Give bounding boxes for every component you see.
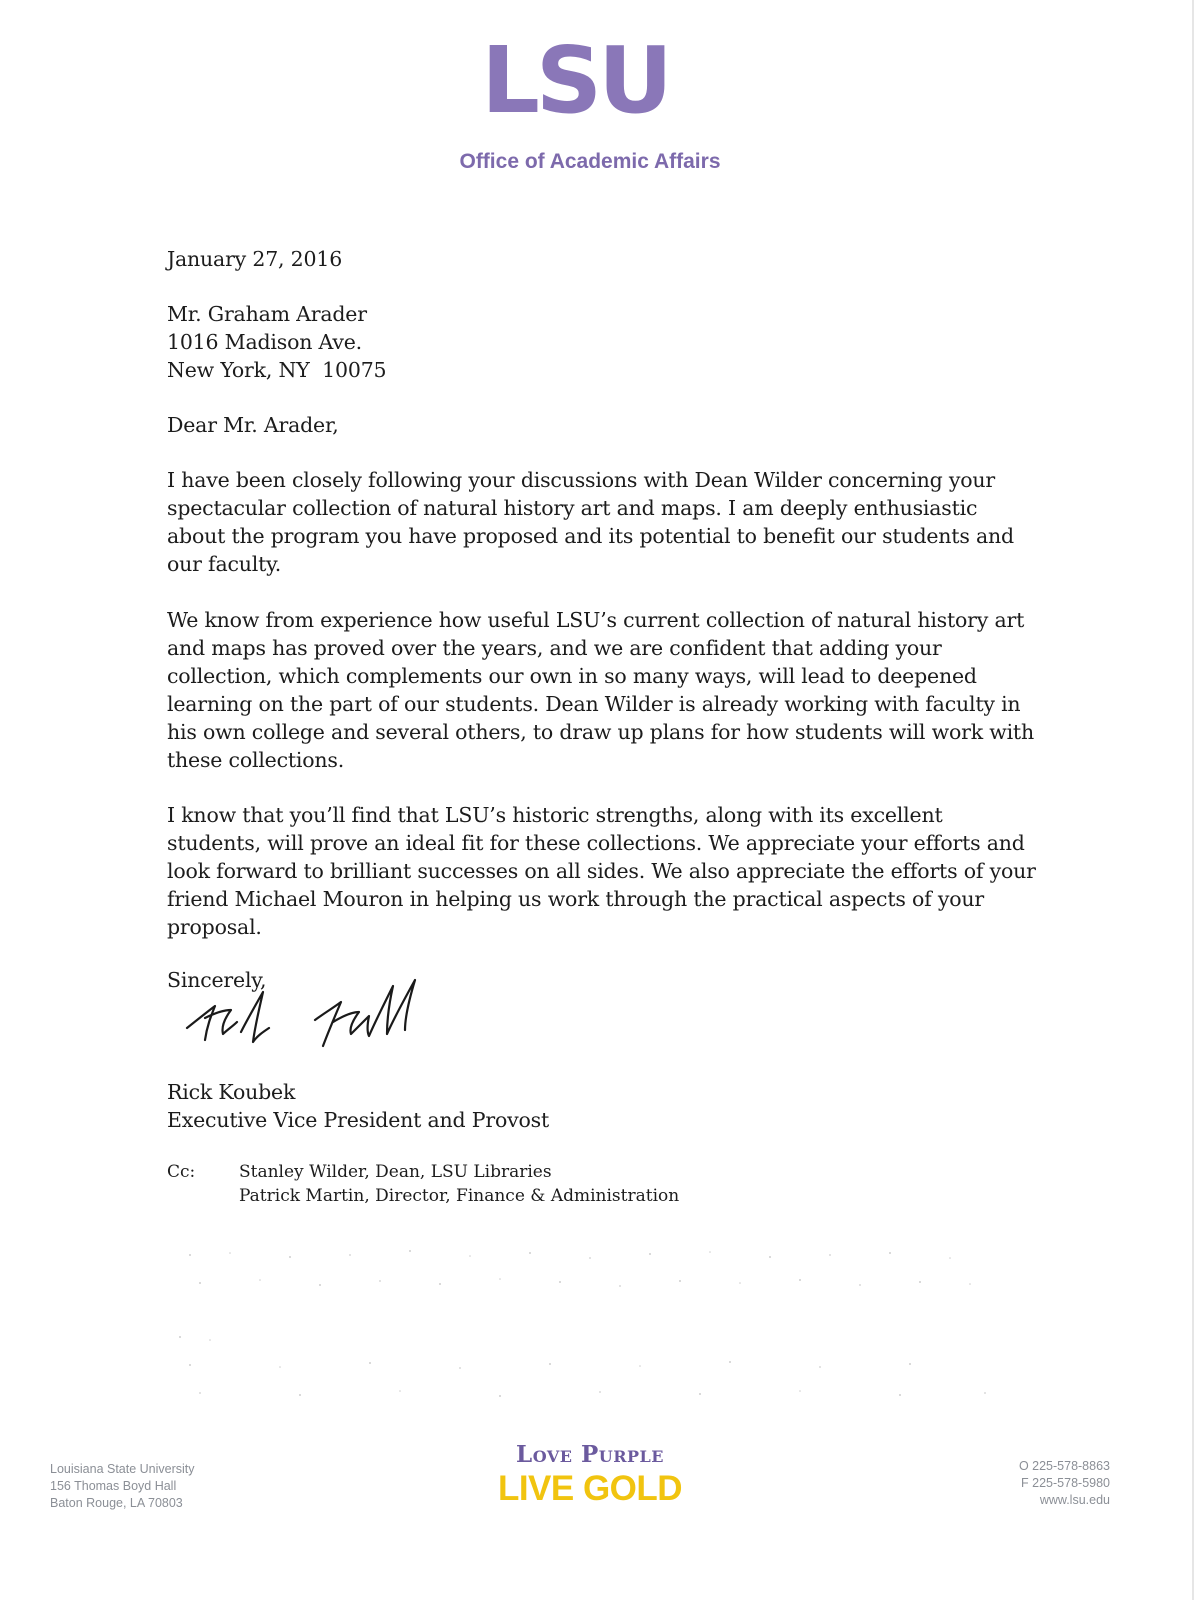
signer-block [167, 1078, 1037, 1134]
recipient-city: New York, NY 10075 [167, 358, 387, 382]
body-paragraph-3: I know that you’ll find that LSU’s historic strengths, along with its excellent students, will prove an ideal fit for these collections. We appreciate your efforts and look forward to brilliant successes on all sides. We also appreciate the efforts of your friend Michael Mouron in helping us work through the practical aspects of your proposal. [167, 803, 1036, 939]
signer-name: Rick Koubek [167, 1080, 296, 1104]
motto-love-purple: Love Purple [516, 1441, 664, 1468]
body-paragraph-2: We know from experience how useful LSU’s current collection of natural history art and maps has proved over the years, and we are confident that adding your collection, which complements our own in so many ways, will lead to deepened learning on the part of our students. Dean Wilder is already working with faculty in his own college and several others, to draw up plans for how students will work with these collections. [167, 608, 1034, 772]
letter-date: January 27, 2016 [167, 247, 343, 271]
cc-label: Cc: [167, 1162, 196, 1182]
signature-image [183, 970, 453, 1060]
body-paragraph-1: I have been closely following your discussions with Dean Wilder concerning your spectacular collection of natural history art and maps. I am deeply enthusiastic about the program you have proposed and its potential to benefit our students and our faculty. [167, 468, 1014, 576]
cc-list [239, 1160, 679, 1208]
footer-fax: F 225-578-5980 [1021, 1476, 1110, 1490]
page-edge [1192, 0, 1194, 1600]
footer-phone: O 225-578-8863 [1018, 1459, 1110, 1473]
recipient-street: 1016 Madison Ave. [167, 330, 362, 354]
motto-live-gold: LIVE GOLD [497, 1469, 683, 1508]
signer-title: Executive Vice President and Provost [167, 1108, 549, 1132]
footer-address [50, 1461, 195, 1512]
scan-noise [170, 1225, 1000, 1415]
lsu-logo: LSU [481, 27, 669, 134]
office-title: Office of Academic Affairs [459, 150, 721, 173]
recipient-address [167, 300, 1037, 384]
footer-website-link[interactable]: www.lsu.edu [1039, 1493, 1110, 1507]
footer-motto [460, 1440, 720, 1508]
closing: Sincerely, [167, 968, 267, 992]
footer-address-line: Baton Rouge, LA 70803 [50, 1496, 183, 1510]
footer-address-line: Louisiana State University [50, 1462, 195, 1476]
cc-recipient: Patrick Martin, Director, Finance & Administration [239, 1186, 680, 1206]
footer-address-line: 156 Thomas Boyd Hall [50, 1479, 177, 1493]
salutation: Dear Mr. Arader, [167, 413, 339, 437]
footer-contact [1019, 1458, 1110, 1509]
cc-recipient: Stanley Wilder, Dean, LSU Libraries [239, 1162, 552, 1182]
recipient-name: Mr. Graham Arader [167, 302, 367, 326]
